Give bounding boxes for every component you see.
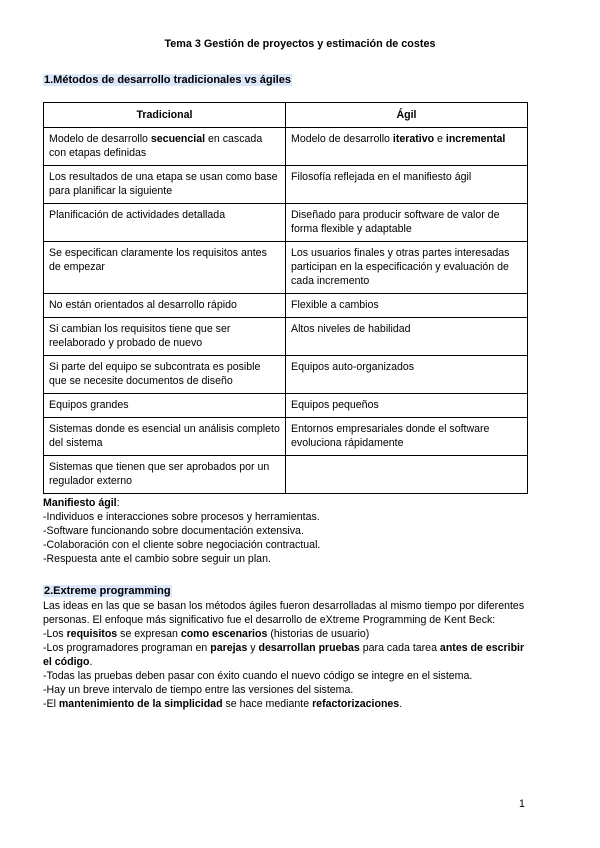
manifesto-heading: Manifiesto ágil: bbox=[43, 497, 120, 509]
header-tradicional: Tradicional bbox=[44, 103, 286, 128]
cell-tradicional: Si cambian los requisitos tiene que ser reelaborado y probado de nuevo bbox=[44, 318, 286, 356]
section-2-heading-text: 2.Extreme programming bbox=[44, 585, 171, 597]
cell-agil: Altos niveles de habilidad bbox=[286, 318, 528, 356]
cell-tradicional: Planificación de actividades detallada bbox=[44, 204, 286, 242]
paragraph: -Hay un breve intervalo de tiempo entre las versiones del sistema. bbox=[43, 684, 354, 696]
xp-section bbox=[43, 599, 533, 711]
table-row bbox=[44, 242, 528, 294]
cell-agil: Equipos pequeños bbox=[286, 394, 528, 418]
page-number: 1 bbox=[519, 798, 525, 810]
cell-agil: Flexible a cambios bbox=[286, 294, 528, 318]
section-2-heading bbox=[43, 584, 172, 598]
table-row bbox=[44, 418, 528, 456]
manifesto-section bbox=[43, 496, 533, 566]
list-item: -Respuesta ante el cambio sobre seguir un plan. bbox=[43, 553, 271, 565]
list-item: -Colaboración con el cliente sobre negociación contractual. bbox=[43, 539, 321, 551]
paragraph: -Los requisitos se expresan como escenarios (historias de usuario) bbox=[43, 628, 370, 640]
document-title: Tema 3 Gestión de proyectos y estimación de costes bbox=[164, 38, 436, 50]
list-item: -Software funcionando sobre documentación extensiva. bbox=[43, 525, 304, 537]
cell-agil: Modelo de desarrollo iterativo e incremental bbox=[286, 128, 528, 166]
cell-agil: Los usuarios finales y otras partes interesadas participan en la especificación y evaluación de cada incremento bbox=[286, 242, 528, 294]
table-row bbox=[44, 318, 528, 356]
comparison-table bbox=[43, 102, 528, 494]
cell-agil bbox=[286, 456, 528, 494]
table-row bbox=[44, 128, 528, 166]
table-row bbox=[44, 356, 528, 394]
table-row bbox=[44, 394, 528, 418]
section-1-heading bbox=[43, 73, 292, 87]
table-row bbox=[44, 294, 528, 318]
cell-tradicional: Equipos grandes bbox=[44, 394, 286, 418]
table-row bbox=[44, 166, 528, 204]
header-agil: Ágil bbox=[286, 103, 528, 128]
paragraph: -El mantenimiento de la simplicidad se hace mediante refactorizaciones. bbox=[43, 698, 403, 710]
cell-tradicional: Los resultados de una etapa se usan como base para planificar la siguiente bbox=[44, 166, 286, 204]
paragraph: -Los programadores programan en parejas y desarrollan pruebas para cada tarea antes de escribir el código. bbox=[43, 642, 525, 668]
cell-tradicional: Modelo de desarrollo secuencial en cascada con etapas definidas bbox=[44, 128, 286, 166]
cell-tradicional: No están orientados al desarrollo rápido bbox=[44, 294, 286, 318]
cell-tradicional: Se especifican claramente los requisitos antes de empezar bbox=[44, 242, 286, 294]
paragraph: -Todas las pruebas deben pasar con éxito cuando el nuevo código se integre en el sistema. bbox=[43, 670, 473, 682]
section-1-heading-text: 1.Métodos de desarrollo tradicionales vs ágiles bbox=[44, 74, 291, 86]
cell-tradicional: Sistemas donde es esencial un análisis completo del sistema bbox=[44, 418, 286, 456]
table-header-row bbox=[44, 103, 528, 128]
table-row bbox=[44, 456, 528, 494]
cell-tradicional: Si parte del equipo se subcontrata es posible que se necesite documentos de diseño bbox=[44, 356, 286, 394]
cell-agil: Filosofía reflejada en el manifiesto ágil bbox=[286, 166, 528, 204]
list-item: -Individuos e interacciones sobre procesos y herramientas. bbox=[43, 511, 320, 523]
cell-tradicional: Sistemas que tienen que ser aprobados por un regulador externo bbox=[44, 456, 286, 494]
cell-agil: Diseñado para producir software de valor de forma flexible y adaptable bbox=[286, 204, 528, 242]
paragraph: Las ideas en las que se basan los métodos ágiles fueron desarrolladas al mismo tiempo por diferentes personas. El enfoque más significativo fue el desarrollo de eXtreme Programming de Kent Beck: bbox=[43, 600, 525, 626]
table-row bbox=[44, 204, 528, 242]
cell-agil: Equipos auto-organizados bbox=[286, 356, 528, 394]
cell-agil: Entornos empresariales donde el software evoluciona rápidamente bbox=[286, 418, 528, 456]
